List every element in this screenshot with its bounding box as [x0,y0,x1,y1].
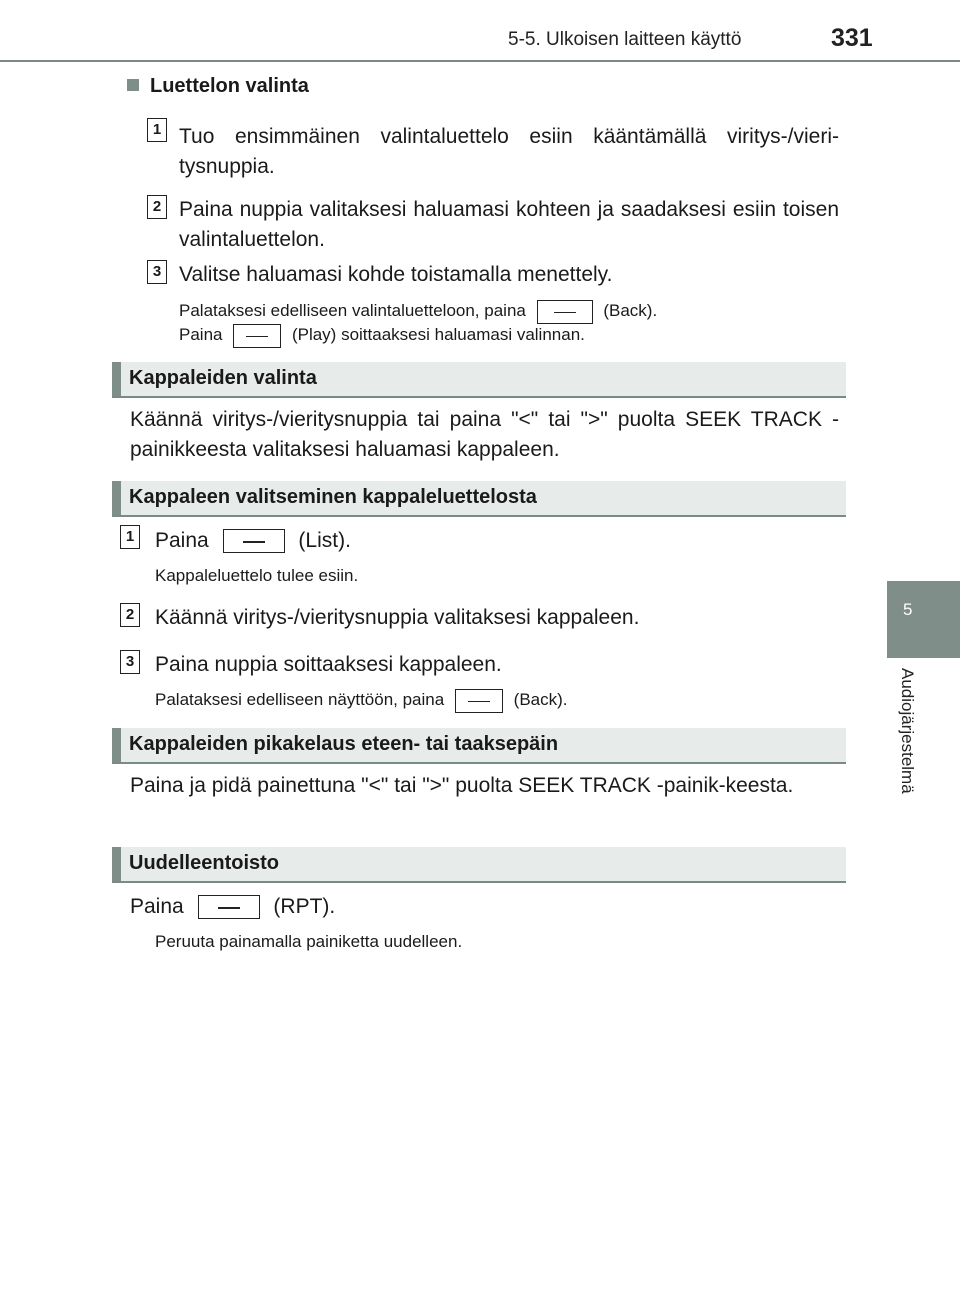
note-back-suffix: (Back). [603,301,658,320]
section-title: Kappaleiden valinta [129,367,317,389]
section-bar [112,481,121,515]
section-track-selection [112,362,846,398]
section-title: Kappaleen valitseminen kappaleluettelosta [129,486,537,508]
subheading-list-selection [127,75,309,98]
track-list-step-number-1: 1 [120,525,140,549]
track-list-step-1-note: Kappaleluettelo tulee esiin. [155,566,359,585]
track-list-step-1 [155,526,351,556]
track-list-step-2: Käännä viritys-/vieritysnuppia valitaksesi kappaleen. [155,606,640,629]
chapter-tab-number: 5 [903,600,913,619]
list-button-icon [223,529,285,553]
track-list-step-3-note [155,688,568,713]
section-bar [112,362,121,396]
section-title: Uudelleentoisto [129,852,280,874]
back-button-icon [537,300,593,324]
section-title: Kappaleiden pikakelaus eteen- tai taaksepäin [129,733,559,755]
fast-forward-text: Paina ja pidä painettuna "<" tai ">" puolta SEEK TRACK -painik-keesta. [130,774,794,797]
rpt-button-icon [198,895,260,919]
note-play-suffix: (Play) soittaaksesi haluamasi valinnan. [291,325,585,344]
section-track-list [112,481,846,517]
note-text: Palataksesi edelliseen näyttöön, paina [155,690,445,709]
section-bar [112,847,121,881]
section-repeat [112,847,846,883]
step-text-2: Paina nuppia valitaksesi haluamasi kohteen ja saadaksesi esiin toisen valintaluettelon. [179,198,839,251]
section-fast-forward [112,728,846,764]
step-number-3: 3 [147,260,167,284]
step-number-2: 2 [147,195,167,219]
chapter-tab-label-text: Audiojärjestelmä [898,668,917,794]
note-play [179,323,585,348]
step-suffix: (List). [298,529,351,552]
step-text: Paina [155,529,209,552]
note-back [179,299,657,324]
square-bullet-icon [127,79,139,91]
track-list-step-number-3: 3 [120,650,140,674]
repeat-text-suffix: (RPT). [273,895,336,918]
chapter-tab [887,581,960,658]
chapter-tab-label [897,668,919,828]
track-list-step-number-2: 2 [120,603,140,627]
repeat-text-pre: Paina [130,895,184,918]
track-selection-text: Käännä viritys-/vieritysnuppia tai paina "<" tai ">" puolta SEEK TRACK -painikkeesta valitaksesi haluamasi kappaleen. [130,408,839,461]
step-text-1: Tuo ensimmäinen valintaluettelo esiin kääntämällä viritys-/vieri-tysnuppia. [179,125,839,178]
play-button-icon [233,324,281,348]
note-suffix: (Back). [513,690,568,709]
section-bar [112,728,121,762]
step-number-1: 1 [147,118,167,142]
back-button-icon [455,689,503,713]
step-text-3: Valitse haluamasi kohde toistamalla menettely. [179,263,613,286]
page-number: 331 [831,24,873,52]
note-play-text: Paina [179,325,223,344]
chapter-title: 5-5. Ulkoisen laitteen käyttö [508,29,742,50]
repeat-text [130,892,335,922]
repeat-note: Peruuta painamalla painiketta uudelleen. [155,932,463,951]
header-divider [0,60,960,62]
subheading-text: Luettelon valinta [150,75,309,97]
note-back-text: Palataksesi edelliseen valintaluetteloon, paina [179,301,526,320]
track-list-step-3: Paina nuppia soittaaksesi kappaleen. [155,653,502,676]
